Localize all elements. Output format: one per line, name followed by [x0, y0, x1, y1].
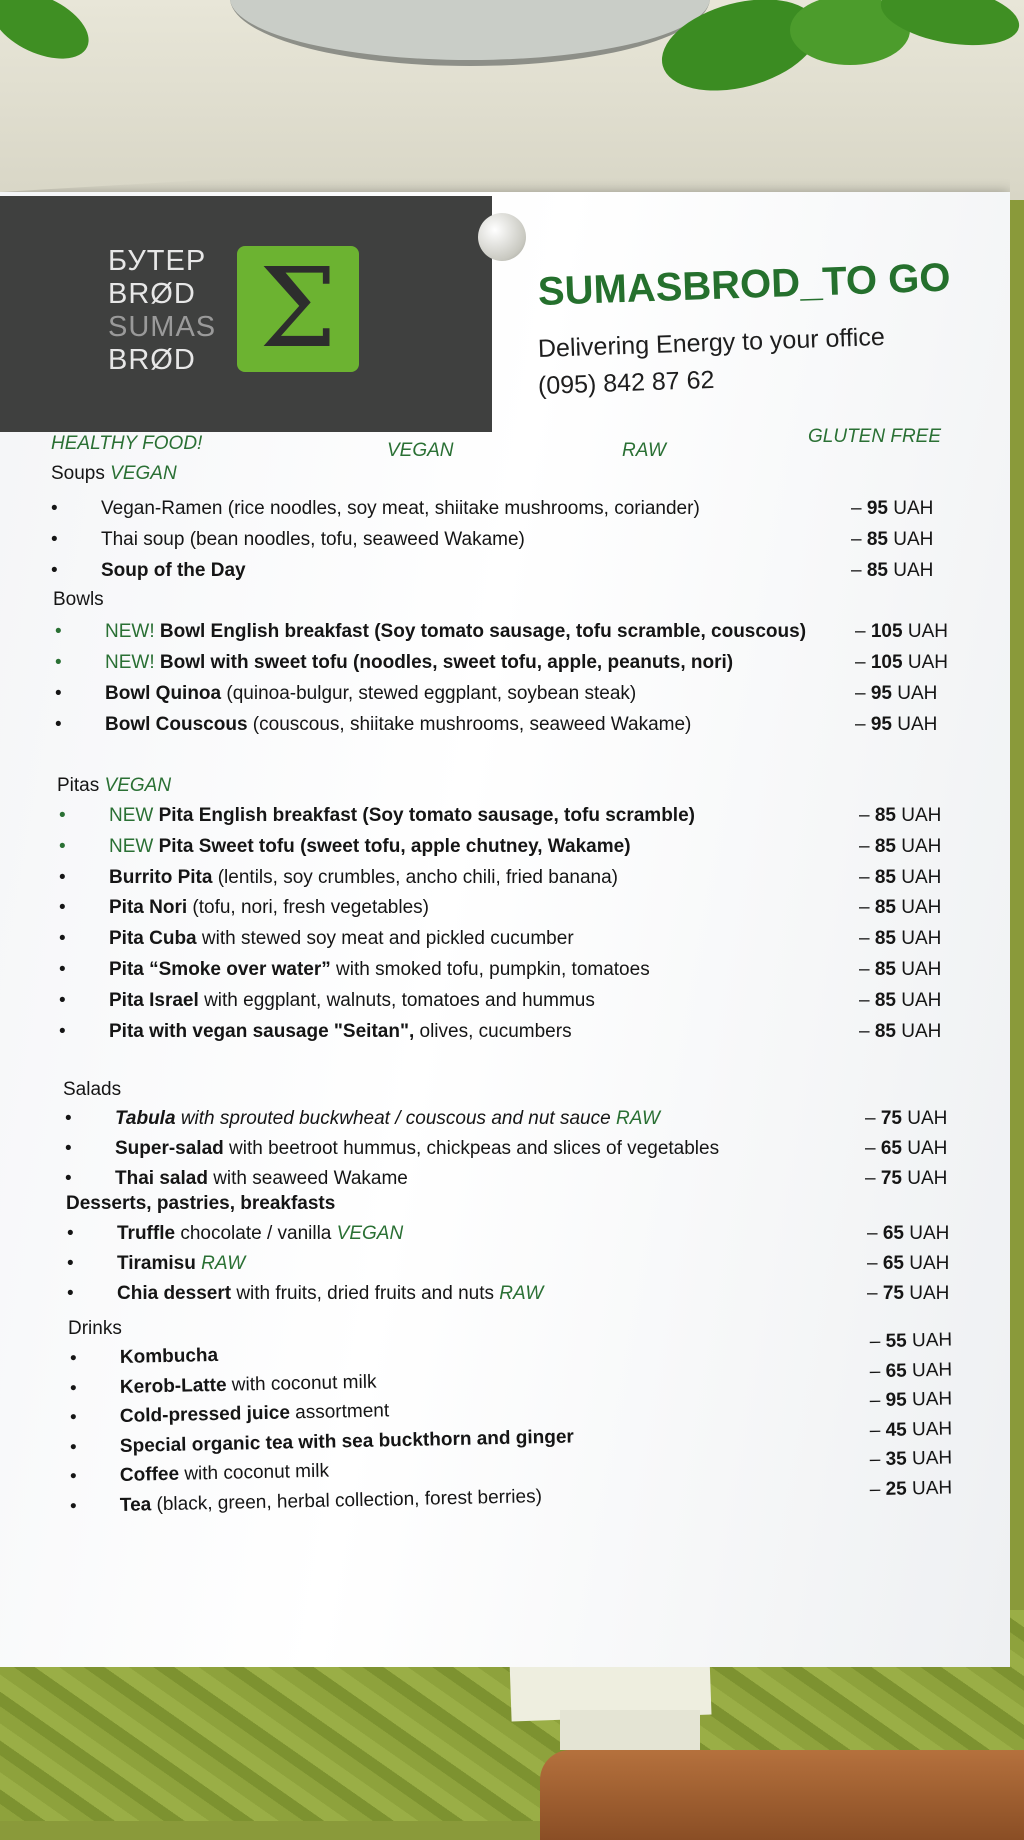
price-value: 85 [874, 897, 896, 919]
item-name [105, 683, 636, 705]
item-title: Pita “Smoke over water” [109, 959, 331, 980]
section-tag: VEGAN [104, 775, 172, 796]
item-title: Pita Israel [109, 989, 199, 1011]
price-currency: UAH [893, 498, 934, 519]
section-name: Soups [51, 463, 105, 484]
item-price [859, 836, 941, 858]
price-value: 75 [882, 1283, 904, 1304]
section-title-soups [51, 463, 177, 485]
price-dash: – [869, 1331, 881, 1353]
price-currency: UAH [901, 866, 942, 888]
price-dash: – [869, 1419, 881, 1441]
bullet: • [67, 1223, 74, 1244]
price-currency: UAH [893, 560, 934, 581]
wooden-table [540, 1750, 1024, 1840]
bullet: • [59, 835, 66, 857]
sigma-logo-icon: Σ [237, 246, 359, 372]
price-currency: UAH [907, 1138, 948, 1159]
price-currency: UAH [901, 1020, 942, 1042]
price-currency: UAH [901, 959, 942, 980]
price-dash: – [869, 1478, 881, 1500]
item-description: with stewed soy meat and pickled cucumber [201, 928, 574, 950]
item-title: Tea [119, 1493, 152, 1516]
price-currency: UAH [901, 805, 942, 826]
price-dash: – [859, 959, 870, 980]
price-dash: – [855, 714, 866, 735]
soup-item [51, 529, 1011, 555]
item-description: Thai soup (bean noodles, tofu, seaweed Wakame) [101, 529, 525, 550]
item-name [109, 805, 695, 827]
price-value: 85 [874, 928, 896, 950]
price-dash: – [859, 928, 870, 950]
bullet: • [59, 805, 66, 826]
category-healthy: HEALTHY FOOD! [51, 433, 203, 454]
price-currency: UAH [901, 928, 942, 950]
item-title: Burrito Pita [109, 866, 213, 888]
dessert-item [67, 1253, 1024, 1279]
item-title: Bowl Couscous [105, 714, 248, 735]
bullet: • [69, 1495, 77, 1517]
price-currency: UAH [909, 1223, 950, 1244]
category-vegan: VEGAN [387, 440, 454, 461]
item-name [105, 652, 733, 674]
price-value: 105 [870, 652, 903, 673]
section-title-salads [63, 1079, 121, 1101]
price-currency: UAH [893, 529, 934, 550]
price-dash: – [865, 1168, 876, 1189]
item-title: Soup of the Day [101, 560, 246, 581]
bullet: • [65, 1108, 72, 1129]
price-currency: UAH [907, 652, 948, 673]
salad-item [65, 1138, 1024, 1164]
item-description: with seaweed Wakame [213, 1168, 408, 1189]
item-description: with beetroot hummus, chickpeas and slices of vegetables [229, 1138, 720, 1159]
bullet: • [55, 621, 62, 642]
item-name [120, 1371, 377, 1398]
price-value: 85 [866, 529, 888, 550]
price-value: 75 [880, 1108, 902, 1129]
item-price [851, 529, 933, 551]
bullet: • [55, 714, 62, 735]
bullet: • [59, 928, 66, 950]
bowl-item [55, 683, 1015, 709]
price-value: 85 [866, 560, 888, 581]
item-description: (black, green, herbal collection, forest berries) [156, 1485, 543, 1515]
pita-item [59, 805, 1019, 831]
basil-leaf-left [0, 0, 100, 70]
price-dash: – [867, 1223, 878, 1244]
logo-wordmark [108, 245, 216, 377]
price-currency: UAH [909, 1283, 950, 1304]
price-value: 45 [885, 1418, 907, 1441]
new-badge: NEW [109, 805, 154, 826]
diet-tag: VEGAN [336, 1223, 404, 1244]
item-price [855, 652, 948, 674]
price-dash: – [865, 1108, 876, 1129]
bullet: • [55, 652, 62, 673]
item-price [859, 959, 941, 981]
tape [560, 1710, 700, 1750]
price-currency: UAH [911, 1359, 953, 1381]
price-currency: UAH [911, 1477, 953, 1499]
price-dash: – [851, 498, 862, 519]
item-name [117, 1223, 403, 1245]
price-currency: UAH [907, 1168, 948, 1189]
item-title: Pita Nori [109, 897, 188, 919]
price-dash: – [859, 805, 870, 826]
category-raw: RAW [622, 440, 666, 461]
item-description: with eggplant, walnuts, tomatoes and hummus [204, 989, 595, 1011]
item-price [867, 1283, 949, 1305]
item-description: with coconut milk [231, 1371, 377, 1396]
item-name [109, 1021, 572, 1043]
bowl-item [55, 652, 1015, 678]
item-title: Pita English breakfast (Soy tomato sausage, tofu scramble) [158, 805, 695, 826]
tagline: Delivering Energy to your office [537, 322, 886, 363]
bullet: • [65, 1138, 72, 1159]
item-price [859, 867, 941, 889]
item-description: (tofu, nori, fresh vegetables) [192, 897, 429, 919]
price-dash: – [855, 652, 866, 673]
price-value: 85 [874, 1020, 896, 1042]
price-currency: UAH [901, 897, 942, 919]
item-price [870, 1418, 953, 1442]
price-currency: UAH [901, 835, 942, 857]
price-dash: – [859, 866, 870, 888]
price-value: 105 [870, 621, 903, 642]
item-name [105, 621, 806, 643]
price-dash: – [855, 683, 866, 704]
bullet: • [67, 1283, 74, 1304]
bullet: • [59, 959, 66, 980]
logo-line: BRØD [108, 344, 196, 376]
bullet: • [59, 989, 66, 1011]
item-title: Cold-pressed juice [119, 1402, 291, 1427]
item-description: (couscous, shiitake mushrooms, seaweed Wakame) [252, 714, 692, 735]
bullet: • [69, 1377, 77, 1399]
item-price [859, 990, 941, 1012]
item-title: Pita Sweet tofu (sweet tofu, apple chutney, Wakame) [158, 835, 631, 857]
price-dash: – [859, 989, 870, 1011]
price-currency: UAH [911, 1388, 953, 1411]
bowl-item [55, 621, 1015, 647]
category-gluten-free: GLUTEN FREE [808, 426, 942, 447]
item-name [109, 959, 650, 981]
bullet: • [59, 897, 66, 919]
price-value: 55 [885, 1330, 907, 1352]
item-description: with coconut milk [184, 1460, 330, 1485]
pita-item [59, 959, 1019, 985]
price-value: 85 [874, 866, 896, 888]
item-name [120, 1461, 329, 1487]
price-currency: UAH [911, 1447, 953, 1470]
price-value: 25 [885, 1477, 907, 1500]
bullet: • [69, 1347, 77, 1369]
item-name [109, 867, 618, 889]
item-price [870, 1477, 953, 1501]
bullet: • [69, 1465, 77, 1487]
item-name [117, 1253, 245, 1275]
pita-item [59, 836, 1019, 862]
price-dash: – [869, 1390, 881, 1412]
item-price [870, 1359, 953, 1383]
item-title: Bowl Quinoa [105, 683, 222, 704]
item-description: with sprouted buckwheat / couscous and nut sauce [180, 1108, 611, 1129]
section-title-desserts [66, 1193, 335, 1215]
item-price [855, 714, 937, 736]
price-dash: – [869, 1449, 881, 1471]
section-tag: VEGAN [110, 463, 177, 484]
new-badge: NEW [109, 835, 154, 857]
price-currency: UAH [901, 989, 942, 1011]
salad-item [65, 1108, 1024, 1134]
item-price [870, 1330, 953, 1354]
price-currency: UAH [911, 1418, 953, 1440]
item-name [117, 1283, 543, 1305]
item-title: Pita Cuba [109, 928, 197, 950]
price-currency: UAH [907, 621, 948, 642]
price-currency: UAH [897, 714, 938, 735]
price-currency: UAH [909, 1253, 950, 1274]
item-title: Truffle [117, 1223, 176, 1244]
item-price [855, 683, 937, 705]
pita-item [59, 990, 1019, 1016]
soup-item [51, 498, 1011, 524]
item-name [105, 714, 691, 736]
price-value: 65 [882, 1223, 904, 1244]
item-price [867, 1223, 949, 1245]
section-name: Drinks [68, 1318, 122, 1339]
section-name: Salads [63, 1079, 122, 1100]
price-dash: – [869, 1360, 881, 1382]
dessert-item [67, 1283, 1024, 1309]
item-price [865, 1168, 947, 1190]
price-value: 85 [874, 835, 896, 857]
dessert-item [67, 1223, 1024, 1249]
section-name: Bowls [53, 589, 104, 610]
item-description: chocolate / vanilla [180, 1223, 332, 1244]
price-currency: UAH [897, 683, 938, 704]
item-title: Special organic tea with sea buckthorn and ginger [119, 1425, 575, 1457]
bullet: • [51, 529, 58, 550]
item-title: Coffee [119, 1463, 180, 1486]
diet-tag: RAW [499, 1283, 544, 1304]
item-description: assortment [294, 1400, 390, 1424]
price-value: 95 [870, 683, 892, 704]
soup-item [51, 560, 1011, 586]
price-currency: UAH [911, 1329, 953, 1352]
price-dash: – [859, 1020, 870, 1042]
item-name [109, 928, 574, 950]
section-name: Pitas [57, 775, 100, 796]
bowl-item [55, 714, 1015, 740]
item-title: Kombucha [119, 1344, 219, 1368]
diet-tag: RAW [201, 1253, 246, 1274]
item-price [865, 1108, 947, 1130]
item-price [867, 1253, 949, 1275]
pita-item [59, 867, 1019, 893]
logo-line: BRØD [108, 278, 196, 310]
price-dash: – [851, 529, 862, 550]
bullet: • [65, 1168, 72, 1189]
bullet: • [51, 498, 58, 519]
price-dash: – [867, 1253, 878, 1274]
pita-item [59, 1021, 1019, 1047]
item-price [851, 560, 933, 582]
price-dash: – [867, 1283, 878, 1304]
item-price [855, 621, 948, 643]
price-dash: – [859, 835, 870, 857]
item-description: (quinoa-bulgur, stewed eggplant, soybean steak) [226, 683, 637, 704]
price-value: 65 [880, 1138, 902, 1159]
item-title: Pita with vegan sausage "Seitan", [109, 1020, 415, 1042]
item-price [851, 498, 933, 520]
bullet: • [51, 560, 58, 581]
item-title: Tiramisu [117, 1253, 196, 1274]
item-title: Thai salad [115, 1168, 208, 1189]
bullet: • [67, 1253, 74, 1274]
price-currency: UAH [907, 1108, 948, 1129]
item-description: with smoked tofu, pumpkin, tomatoes [336, 959, 650, 980]
item-price [865, 1138, 947, 1160]
salad-item [65, 1168, 1024, 1194]
new-badge: NEW! [105, 621, 155, 642]
new-badge: NEW! [105, 652, 155, 673]
item-name [101, 560, 246, 582]
diet-tag: RAW [615, 1108, 660, 1129]
logo-line: SUMAS [108, 311, 217, 343]
price-value: 85 [874, 989, 896, 1011]
bullet: • [59, 1020, 66, 1042]
item-name [115, 1168, 408, 1190]
logo-line: БУТЕР [108, 245, 207, 277]
item-description: Vegan-Ramen (rice noodles, soy meat, shiitake mushrooms, coriander) [101, 498, 700, 519]
price-dash: – [855, 621, 866, 642]
bullet: • [69, 1436, 77, 1458]
item-name [101, 498, 700, 520]
item-title: Tabula [115, 1108, 176, 1129]
bullet: • [55, 683, 62, 704]
price-value: 65 [885, 1359, 907, 1382]
push-pin [478, 213, 526, 261]
item-description: olives, cucumbers [419, 1020, 572, 1042]
bullet: • [69, 1406, 77, 1428]
item-title: Bowl with sweet tofu (noodles, sweet tofu, apple, peanuts, nori) [159, 652, 734, 673]
item-title: Chia dessert [117, 1283, 232, 1304]
price-dash: – [851, 560, 862, 581]
item-price [870, 1448, 953, 1472]
item-price [859, 805, 941, 827]
item-name [109, 836, 631, 858]
pita-item [59, 897, 1019, 923]
item-name [120, 1345, 219, 1369]
price-value: 65 [882, 1253, 904, 1274]
item-name [109, 897, 429, 919]
price-dash: – [859, 897, 870, 919]
item-price [870, 1389, 953, 1413]
item-name [101, 529, 525, 551]
price-value: 95 [866, 498, 888, 519]
section-title-drinks [68, 1318, 122, 1340]
bullet: • [59, 866, 66, 888]
item-price [859, 1021, 941, 1043]
item-title: Bowl English breakfast (Soy tomato sausage, tofu scramble, couscous) [159, 621, 807, 642]
price-value: 35 [885, 1448, 907, 1470]
section-name: Desserts, pastries, breakfasts [66, 1193, 336, 1214]
price-value: 85 [874, 805, 896, 826]
item-name [115, 1108, 660, 1130]
section-title-pitas [57, 775, 171, 797]
basil-leaves-right [650, 0, 1024, 120]
price-value: 95 [870, 714, 892, 735]
price-value: 95 [885, 1389, 907, 1411]
pita-item [59, 928, 1019, 954]
item-description: (lentils, soy crumbles, ancho chili, fried banana) [217, 866, 618, 888]
menu-title: SUMASBROD_TO GO [537, 255, 952, 314]
phone-number: (095) 842 87 62 [537, 365, 715, 400]
item-title: Kerob-Latte [119, 1374, 227, 1398]
item-price [859, 928, 941, 950]
item-title: Super-salad [115, 1138, 224, 1159]
price-value: 75 [880, 1168, 902, 1189]
item-name [109, 990, 595, 1012]
price-value: 85 [874, 959, 896, 980]
item-name [120, 1400, 390, 1428]
item-description: with fruits, dried fruits and nuts [236, 1283, 494, 1304]
item-price [859, 897, 941, 919]
price-dash: – [865, 1138, 876, 1159]
item-name [115, 1138, 719, 1160]
section-title-bowls [53, 589, 104, 611]
